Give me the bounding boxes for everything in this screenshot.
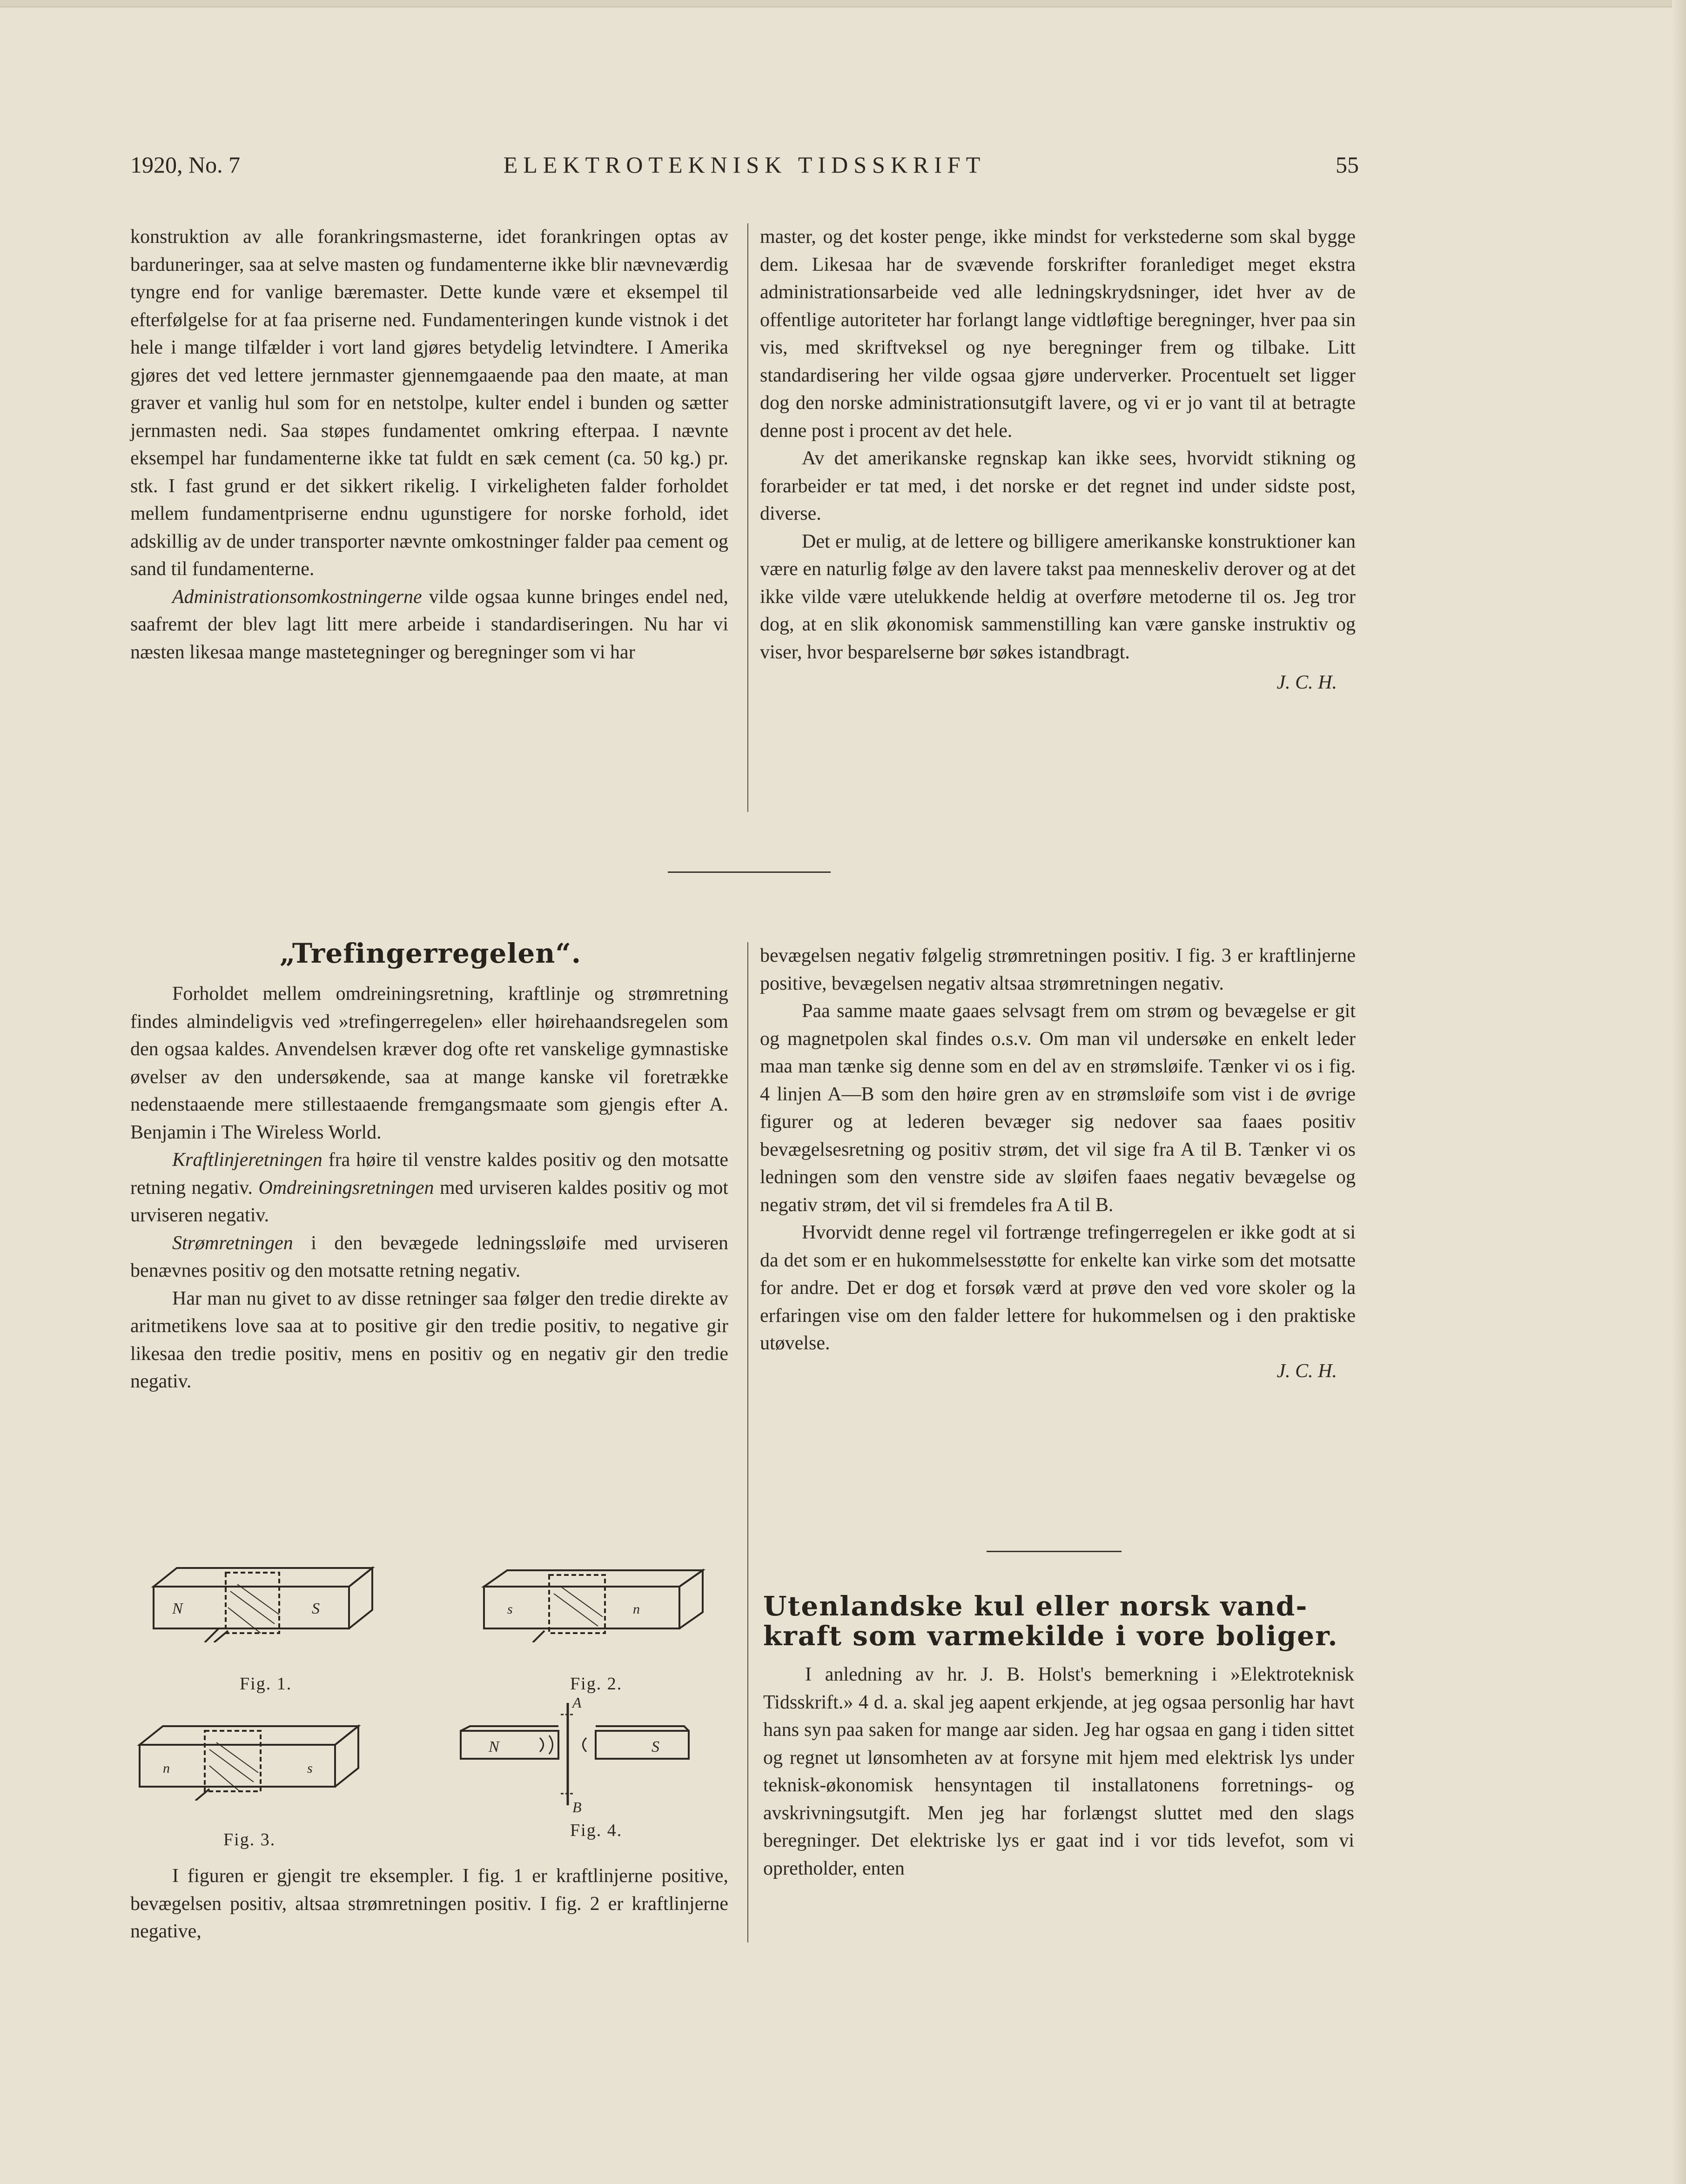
article-title-line: kraft som varmekilde i vore boliger. [763,1620,1338,1652]
figure-1 [149,1563,391,1642]
figure-1-drawing [149,1563,391,1642]
header-page-number: 55 [1336,152,1359,178]
fig4-label-a: A [572,1694,582,1711]
emphasis: Strømretningen [172,1232,293,1254]
figure-3-drawing [135,1722,377,1801]
article-title-line: Utenlandske kul eller norsk vand- [763,1590,1308,1622]
author-signature: J. C. H. [1276,1360,1337,1382]
paragraph: bevægelsen negativ følgelig strømretningen positiv. I fig. 3 er kraftlinjerne positive, bevægelsen negativ altsaa strømretningen negativ. [760,945,1356,994]
trefinger-right-column [760,942,1356,1385]
figure-group [135,1563,726,1861]
paragraph: Forholdet mellem omdreiningsretning, kraftlinje og strømretning findes almindeligvis ved »trefingerregelen» eller høirehaandsregelen som den ogsaa kaldes. Anvendelsen kræver dog ofte ret vanskelige gymnastiske øvelser av den undersøkende, saa at mange kanske vil foretrække nedenstaaende mere stillestaaende fremgangsmaate som gjengis efter A. Benjamin i The Wireless World. [130,983,728,1143]
paragraph: I anledning av hr. J. B. Holst's bemerkning i »Elektroteknisk Tidsskrift.» 4 d. a. skal jeg aapent erkjende, at jeg ogsaa personlig har havt hans syn paa saken for mange aar siden. Jeg har ogsaa en gang i tiden sittet og regnet ut lønsomheten av at forsyne mit hjem med elektrisk lys under teknisk-økonomisk hensyntagen til installatonens forretnings- og avskrivningsutgift. Men jeg har forlængst sluttet med den slags beregninger. Det elektriske lys er gaat ind i vor tids levefot, som vi opretholder, enten [763,1664,1354,1879]
author-signature: J. C. H. [1276,672,1337,693]
column-divider-top [747,223,748,812]
paragraph: Paa samme maate gaaes selvsagt frem om strøm og bevægelse er git og magnetpolen skal findes o.s.v. Om man vil undersøke en enkelt leder maa man tænke sig denne som en del av en strømsløife. Tænker vi os i fig. 4 linjen A—B som den høire gren av en strømsløife som vist i de øvrige figurer og at lederen bevæger sig nedover saa faaes positiv bevægelsesretning og positiv strøm, det vil sige fra A til B. Tænker vi os ledningen som den venstre side av sløifen faaes negativ bevægelse og negativ strøm, det vil si fremdeles fra A til B. [760,1000,1356,1216]
section-separator [987,1551,1122,1552]
trefinger-left-column [130,980,728,1396]
paragraph: Har man nu givet to av disse retninger saa følger den tredie direkte av aritmetikens love saa at to positive gir den tredie positiv, to negative gir likesaa den tredie positiv, mens en positiv og en negativ gir den tredie negativ. [130,1287,728,1392]
fig2-label-s: s [507,1601,513,1617]
paragraph: I figuren er gjengit tre eksempler. I fig. 1 er kraftlinjerne positive, bevægelsen positiv, altsaa strømretningen positiv. I fig. 2 er kraftlinjerne negative, [130,1865,728,1942]
column-divider-bottom [747,942,748,1943]
emphasis: Administrationsomkostningerne [172,586,422,608]
paragraph-text: fra høire til venstre kaldes positiv og den motsatte retning negativ. [130,1149,728,1199]
figure-1-caption: Fig. 1. [240,1674,292,1694]
emphasis: Omdreiningsretningen [258,1177,434,1199]
fig3-label-s: s [307,1761,313,1776]
figure-3 [135,1722,377,1801]
running-header [130,151,1359,184]
top-left-column [130,223,728,666]
paragraph [130,583,728,667]
paragraph [130,1230,728,1285]
fig4-label-s: S [652,1738,659,1755]
fig3-label-n: n [163,1761,170,1776]
figure-2-drawing [479,1568,721,1642]
paragraph: Hvorvidt denne regel vil fortrænge trefingerregelen er ikke godt at si da det som er en hukommelsesstøtte for enkelte kan virke som det motsatte for andre. Det er dog et forsøk værd at prøve den ved vore skoler og la erfaringen vise om den falder lettere for hukommelsen og i den praktiske utøvelse. [760,1222,1356,1354]
figure-4-drawing [456,1694,717,1815]
fig4-label-n: N [489,1738,499,1755]
article-title-kul [763,1591,1354,1651]
paragraph-text: med urviseren kaldes positiv og mot urviseren negativ. [130,1177,728,1226]
header-issue: 1920, No. 7 [130,152,241,178]
figure-4 [456,1694,717,1815]
emphasis: Kraftlinjeretningen [172,1149,322,1171]
article-title-trefingerregelen: „Trefingerregelen“. [279,938,582,969]
page-edge-top [0,0,1686,7]
trefinger-left-column-end [130,1862,728,1946]
fig1-label-s: S [312,1600,320,1617]
paragraph: master, og det koster penge, ikke mindst for verkstederne som skal bygge dem. Likesaa har de svævende forskrifter foranlediget meget ekstra administrationsarbeide ved alle ledningskrydsninger, idet hver av de offentlige autoriteter har forlangt lange vidtløftige beregninger, hver paa sin vis, med skriftveksel og nye beregninger frem og tilbake. Litt standardisering her vilde ogsaa gjøre underverker. Procentuelt set ligger dog den norske administrationsutgift lavere, og vi er jo vant til at betragte denne post i procent av det hele. [760,226,1356,442]
fig4-label-b: B [572,1799,582,1815]
figure-2 [479,1568,721,1642]
paragraph-text: i den bevægede ledningssløife med urviseren benævnes positiv og den motsatte retning negativ. [130,1232,728,1281]
top-right-column [760,223,1356,697]
kul-article [763,1591,1354,1883]
fig2-label-n: n [633,1601,640,1617]
fig1-label-n: N [172,1600,183,1617]
paragraph: Av det amerikanske regnskap kan ikke sees, hvorvidt stikning og forarbeider er tat med, i det norske er det regnet ind under sidste post, diverse. [760,448,1356,524]
paragraph: konstruktion av alle forankringsmasterne, idet forankringen optas av barduneringer, saa at selve masten og fundamenterne ikke blir nævneværdig tyngre end for vanlige bæremaster. Dette kunde være et eksempel til efterfølgelse for at faa priserne ned. Fundamenteringen kunde vistnok i det hele i mange tilfælder i vort land gjøres betydelig letvindtere. I Amerika gjøres det ved lettere jernmaster gjennemgaaende paa den maate, at man graver et vanlig hul som for en netstolpe, kulter endel i bunden og sætter jernmasten nedi. Saa støpes fundamentet omkring efterpaa. I nævnte eksempel har fundamenterne ikke tat fuldt en sæk cement (ca. 50 kg.) pr. stk. I fast grund er det sikkert rikelig. I virkeligheten falder forholdet mellem fundamentpriserne endnu ugunstigere for norske forhold, idet adskillig av de under transporter nævnte omkostninger falder paa cement og sand til fundamenterne. [130,226,728,580]
figure-2-caption: Fig. 2. [570,1674,623,1694]
figure-4-caption: Fig. 4. [570,1821,623,1840]
page-edge-right [1672,0,1686,2184]
paragraph [130,1146,728,1230]
header-journal-title: ELEKTROTEKNISK TIDSSKRIFT [503,152,986,178]
figure-3-caption: Fig. 3. [223,1830,276,1849]
paragraph: Det er mulig, at de lettere og billigere amerikanske konstruktioner kan være en naturlig følge av den lavere takst paa menneskeliv derover og at det ikke vilde være utelukkende heldig at overføre metoderne til os. Jeg tror dog, at en slik økonomisk sammenstilling kan være ganske instruktiv og viser, hvor besparelserne bør søkes istandbragt. [760,530,1356,663]
paragraph-text: vilde ogsaa kunne bringes endel ned, saafremt der blev lagt litt mere arbeide i standardiseringen. Nu har vi næsten likesaa mange mastetegninger og beregninger som vi har [130,586,728,663]
section-separator [668,871,831,873]
